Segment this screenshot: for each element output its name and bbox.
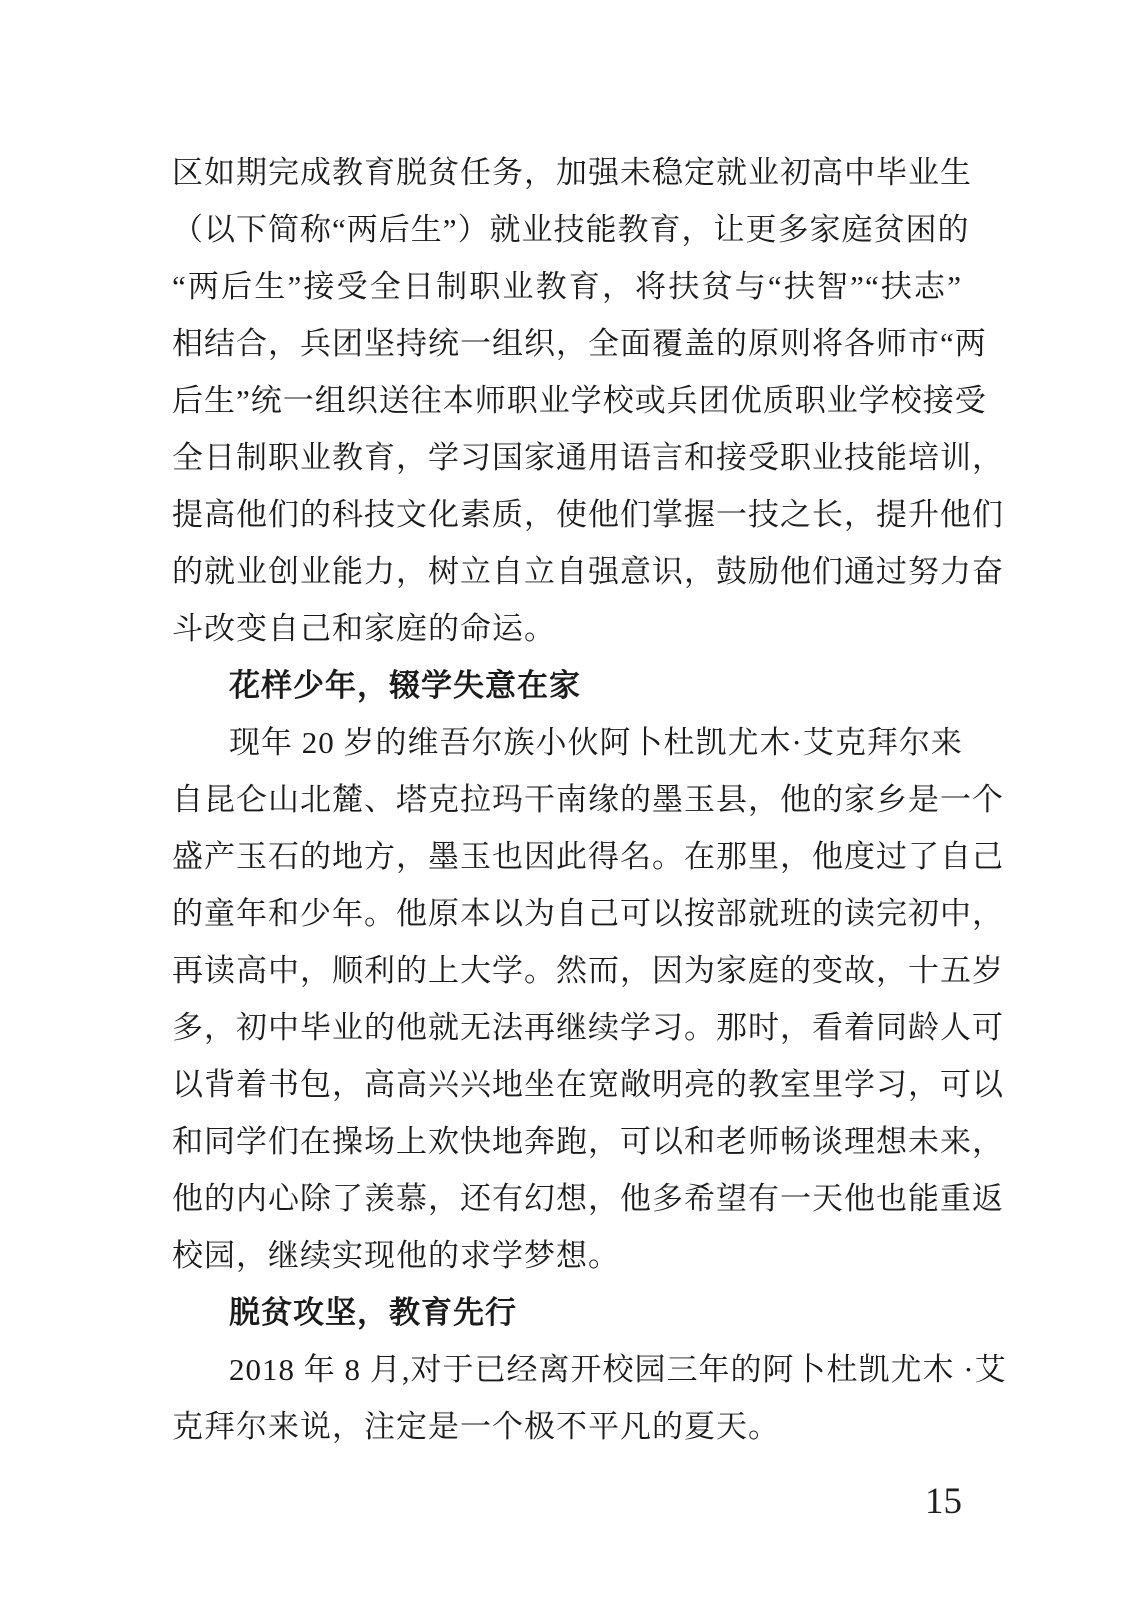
text-line: 多，初中毕业的他就无法再继续学习。那时，看着同龄人可 bbox=[172, 1010, 1004, 1045]
page-number: 15 bbox=[925, 1481, 962, 1522]
text-line: 区如期完成教育脱贫任务，加强未稳定就业初高中毕业生 bbox=[172, 155, 972, 190]
text-line: 的童年和少年。他原本以为自己可以按部就班的读完初中， bbox=[172, 896, 1004, 931]
text-line: 盛产玉石的地方，墨玉也因此得名。在那里，他度过了自己 bbox=[172, 839, 1004, 874]
text-line: 再读高中，顺利的上大学。然而，因为家庭的变故，十五岁 bbox=[172, 953, 1004, 988]
text-line: 和同学们在操场上欢快地奔跑，可以和老师畅谈理想未来， bbox=[172, 1124, 1004, 1159]
text-line: 提高他们的科技文化素质，使他们掌握一技之长，提升他们 bbox=[172, 497, 1004, 532]
text-line: 斗改变自己和家庭的命运。 bbox=[172, 611, 556, 646]
text-line: 以背着书包，高高兴兴地坐在宽敞明亮的教室里学习，可以 bbox=[172, 1067, 1004, 1102]
section-heading: 脱贫攻坚，教育先行 bbox=[229, 1295, 517, 1330]
text-line: 自昆仑山北麓、塔克拉玛干南缘的墨玉县，他的家乡是一个 bbox=[172, 782, 1004, 817]
text-line: 的就业创业能力，树立自立自强意识，鼓励他们通过努力奋 bbox=[172, 554, 1004, 589]
text-content bbox=[172, 144, 1007, 1455]
text-line: 他的内心除了羡慕，还有幻想，他多希望有一天他也能重返 bbox=[172, 1181, 1004, 1216]
text-line: （以下简称“两后生”）就业技能教育，让更多家庭贫困的 bbox=[172, 212, 970, 247]
text-line: 后生”统一组织送往本师职业学校或兵团优质职业学校接受 bbox=[172, 383, 987, 418]
text-line: 校园，继续实现他的求学梦想。 bbox=[172, 1238, 620, 1273]
text-line: 全日制职业教育，学习国家通用语言和接受职业技能培训， bbox=[172, 440, 1004, 475]
text-line: “两后生”接受全日制职业教育，将扶贫与“扶智”“扶志” bbox=[172, 269, 962, 304]
section-heading: 花样少年，辍学失意在家 bbox=[229, 668, 581, 703]
text-line: 2018 年 8 月,对于已经离开校园三年的阿卜杜凯尤木 ·艾 bbox=[229, 1352, 1007, 1387]
text-line: 克拜尔来说，注定是一个极不平凡的夏天。 bbox=[172, 1409, 780, 1444]
text-line: 现年 20 岁的维吾尔族小伙阿卜杜凯尤木·艾克拜尔来 bbox=[229, 725, 963, 760]
text-line: 相结合，兵团坚持统一组织，全面覆盖的原则将各师市“两 bbox=[172, 326, 987, 361]
